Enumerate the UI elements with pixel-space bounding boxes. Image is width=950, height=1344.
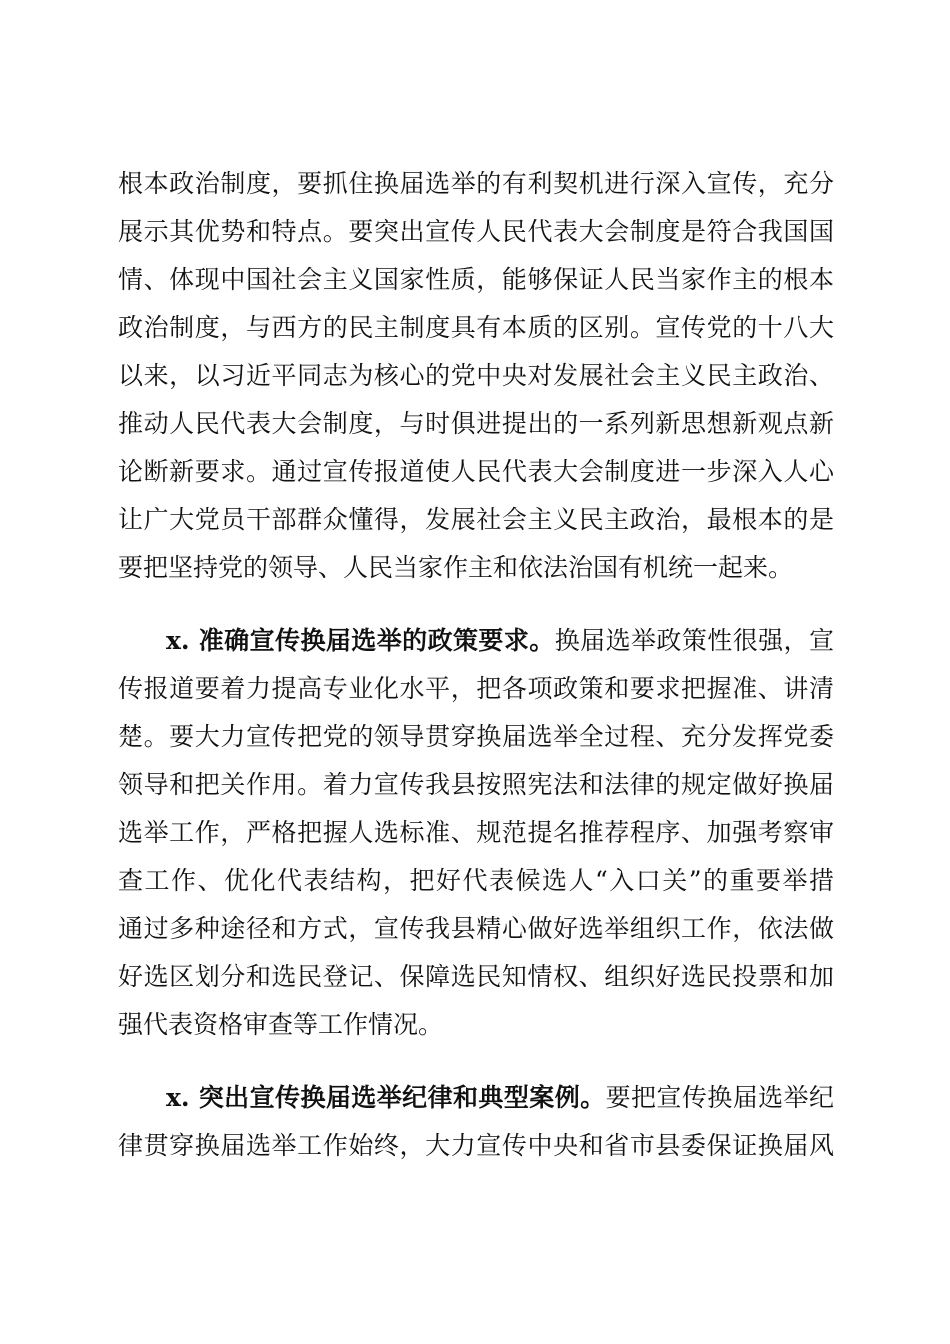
paragraph-2	[118, 617, 834, 1049]
paragraph-line: 政治制度，与西方的民主制度具有本质的区别。宣传党的十八大	[118, 313, 834, 342]
section-heading: x. 准确宣传换届选举的政策要求。	[166, 626, 555, 655]
paragraph-line: 展示其优势和特点。要突出宣传人民代表大会制度是符合我国国	[118, 217, 834, 246]
paragraph-line: 强代表资格审查等工作情况。	[118, 1010, 444, 1039]
paragraph-line: 领导和把关作用。着力宣传我县按照宪法和法律的规定做好换届	[118, 770, 834, 799]
paragraph-line: 楚。要大力宣传把党的领导贯穿换届选举全过程、充分发挥党委	[118, 722, 834, 751]
paragraph-first-line	[118, 617, 834, 665]
paragraph-line: 通过多种途径和方式，宣传我县精心做好选举组织工作，依法做	[118, 914, 834, 943]
paragraph-line: 让广大党员干部群众懂得，发展社会主义民主政治，最根本的是	[118, 505, 834, 534]
paragraph-first-line	[118, 1074, 834, 1122]
paragraph-line: 选举工作，严格把握人选标准、规范提名推荐程序、加强考察审	[118, 818, 834, 847]
paragraph-line: 情、体现中国社会主义国家性质，能够保证人民当家作主的根本	[118, 265, 834, 294]
paragraph-text: 要把宣传换届选举纪	[605, 1083, 834, 1112]
paragraph-line: 要把坚持党的领导、人民当家作主和依法治国有机统一起来。	[118, 553, 794, 582]
paragraph-line: 查工作、优化代表结构，把好代表候选人“入口关”的重要举措	[118, 866, 834, 895]
paragraph-line: 论断新要求。通过宣传报道使人民代表大会制度进一步深入人心	[118, 457, 834, 486]
paragraph-line: 推动人民代表大会制度，与时俱进提出的一系列新思想新观点新	[118, 409, 834, 438]
section-heading: x. 突出宣传换届选举纪律和典型案例。	[166, 1083, 606, 1112]
paragraph-line: 律贯穿换届选举工作始终，大力宣传中央和省市县委保证换届风	[118, 1131, 834, 1160]
paragraph-line: 好选区划分和选民登记、保障选民知情权、组织好选民投票和加	[118, 962, 834, 991]
paragraph-1	[118, 160, 834, 592]
paragraph-line: 根本政治制度，要抓住换届选举的有利契机进行深入宣传，充分	[118, 169, 834, 198]
paragraph-3	[118, 1074, 834, 1170]
paragraph-text: 换届选举政策性很强，宣	[554, 626, 834, 655]
paragraph-line: 以来，以习近平同志为核心的党中央对发展社会主义民主政治、	[118, 361, 834, 390]
paragraph-line: 传报道要着力提高专业化水平，把各项政策和要求把握准、讲清	[118, 674, 834, 703]
